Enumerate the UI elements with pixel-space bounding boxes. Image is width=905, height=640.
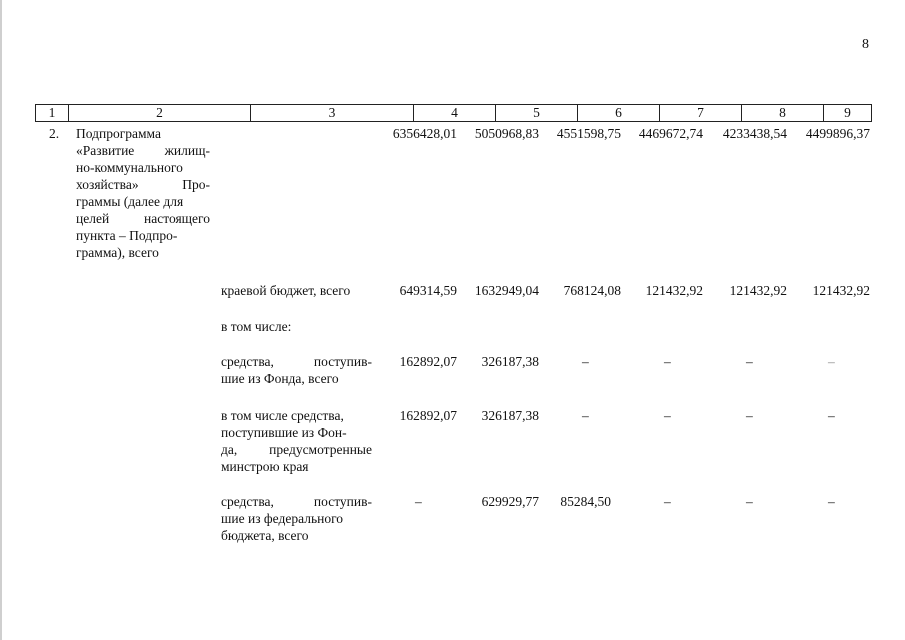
value-col-7: – xyxy=(664,408,671,423)
table-header-row xyxy=(35,104,872,122)
value-col-5: 1632949,04 xyxy=(474,283,539,298)
label-line: средства, поступив- xyxy=(221,354,372,369)
subprogram-title xyxy=(76,125,210,261)
value-col-8: – xyxy=(746,494,753,509)
value-col-7: – xyxy=(664,494,671,509)
value-col-7: – xyxy=(664,354,671,369)
title-line: целей настоящего xyxy=(76,211,210,226)
label-line: средства, поступив- xyxy=(221,494,372,509)
label-line: шие из Фонда, всего xyxy=(221,371,339,386)
title-line: граммы (далее для xyxy=(76,194,184,209)
value-col-9: – xyxy=(828,354,835,369)
value-col-9: – xyxy=(828,494,835,509)
value-col-6: 85284,50 xyxy=(560,494,611,509)
value-col-8: 4233438,54 xyxy=(722,126,787,141)
value-col-9: 121432,92 xyxy=(812,283,870,298)
header-col-1: 1 xyxy=(36,105,69,121)
title-line: «Развитие жилищ- xyxy=(76,143,210,158)
header-col-4: 4 xyxy=(414,105,496,121)
value-col-6: 4551598,75 xyxy=(556,126,621,141)
including-label: в том числе: xyxy=(221,319,292,334)
header-col-3: 3 xyxy=(251,105,414,121)
value-col-4: 162892,07 xyxy=(399,354,457,369)
value-col-6: 768124,08 xyxy=(563,283,621,298)
value-col-9: – xyxy=(828,408,835,423)
value-col-8: 121432,92 xyxy=(729,283,787,298)
header-col-7: 7 xyxy=(660,105,742,121)
value-col-5: 5050968,83 xyxy=(474,126,539,141)
label-line: бюджета, всего xyxy=(221,528,309,543)
header-col-2: 2 xyxy=(69,105,251,121)
value-col-7: 121432,92 xyxy=(645,283,703,298)
value-col-8: – xyxy=(746,408,753,423)
header-col-9: 9 xyxy=(844,105,851,120)
label-line: шие из федерального xyxy=(221,511,344,526)
header-col-5: 5 xyxy=(496,105,578,121)
header-col-6: 6 xyxy=(578,105,660,121)
header-col-8: 8 xyxy=(742,105,824,121)
title-line: хозяйства» Про- xyxy=(76,177,210,192)
title-line: Подпрограмма xyxy=(76,126,161,141)
value-col-5: 629929,77 xyxy=(481,494,539,509)
title-line: пункта – Подпро- xyxy=(76,228,178,243)
value-col-6: – xyxy=(582,408,589,423)
label-line: да, предусмотренные xyxy=(221,442,372,457)
title-line: грамма), всего xyxy=(76,245,159,260)
value-col-4: 162892,07 xyxy=(399,408,457,423)
regional-budget-label: краевой бюджет, всего xyxy=(221,283,351,298)
value-col-9: 4499896,37 xyxy=(805,126,870,141)
row-index: 2. xyxy=(49,126,60,141)
value-col-7: 4469672,74 xyxy=(638,126,703,141)
value-col-5: 326187,38 xyxy=(481,408,539,423)
fund-ministry-label xyxy=(221,407,372,475)
value-col-4: 6356428,01 xyxy=(392,126,457,141)
title-line: но-коммунального xyxy=(76,160,183,175)
value-col-4: 649314,59 xyxy=(399,283,457,298)
fund-label xyxy=(221,353,372,387)
scan-edge xyxy=(0,0,2,640)
value-col-6: – xyxy=(582,354,589,369)
value-col-4: – xyxy=(415,494,422,509)
federal-label xyxy=(221,493,372,544)
label-line: поступившие из Фон- xyxy=(221,425,347,440)
value-col-8: – xyxy=(746,354,753,369)
label-line: минстрою края xyxy=(221,459,309,474)
value-col-5: 326187,38 xyxy=(481,354,539,369)
label-line: в том числе средства, xyxy=(221,408,344,423)
page-number: 8 xyxy=(862,37,869,52)
